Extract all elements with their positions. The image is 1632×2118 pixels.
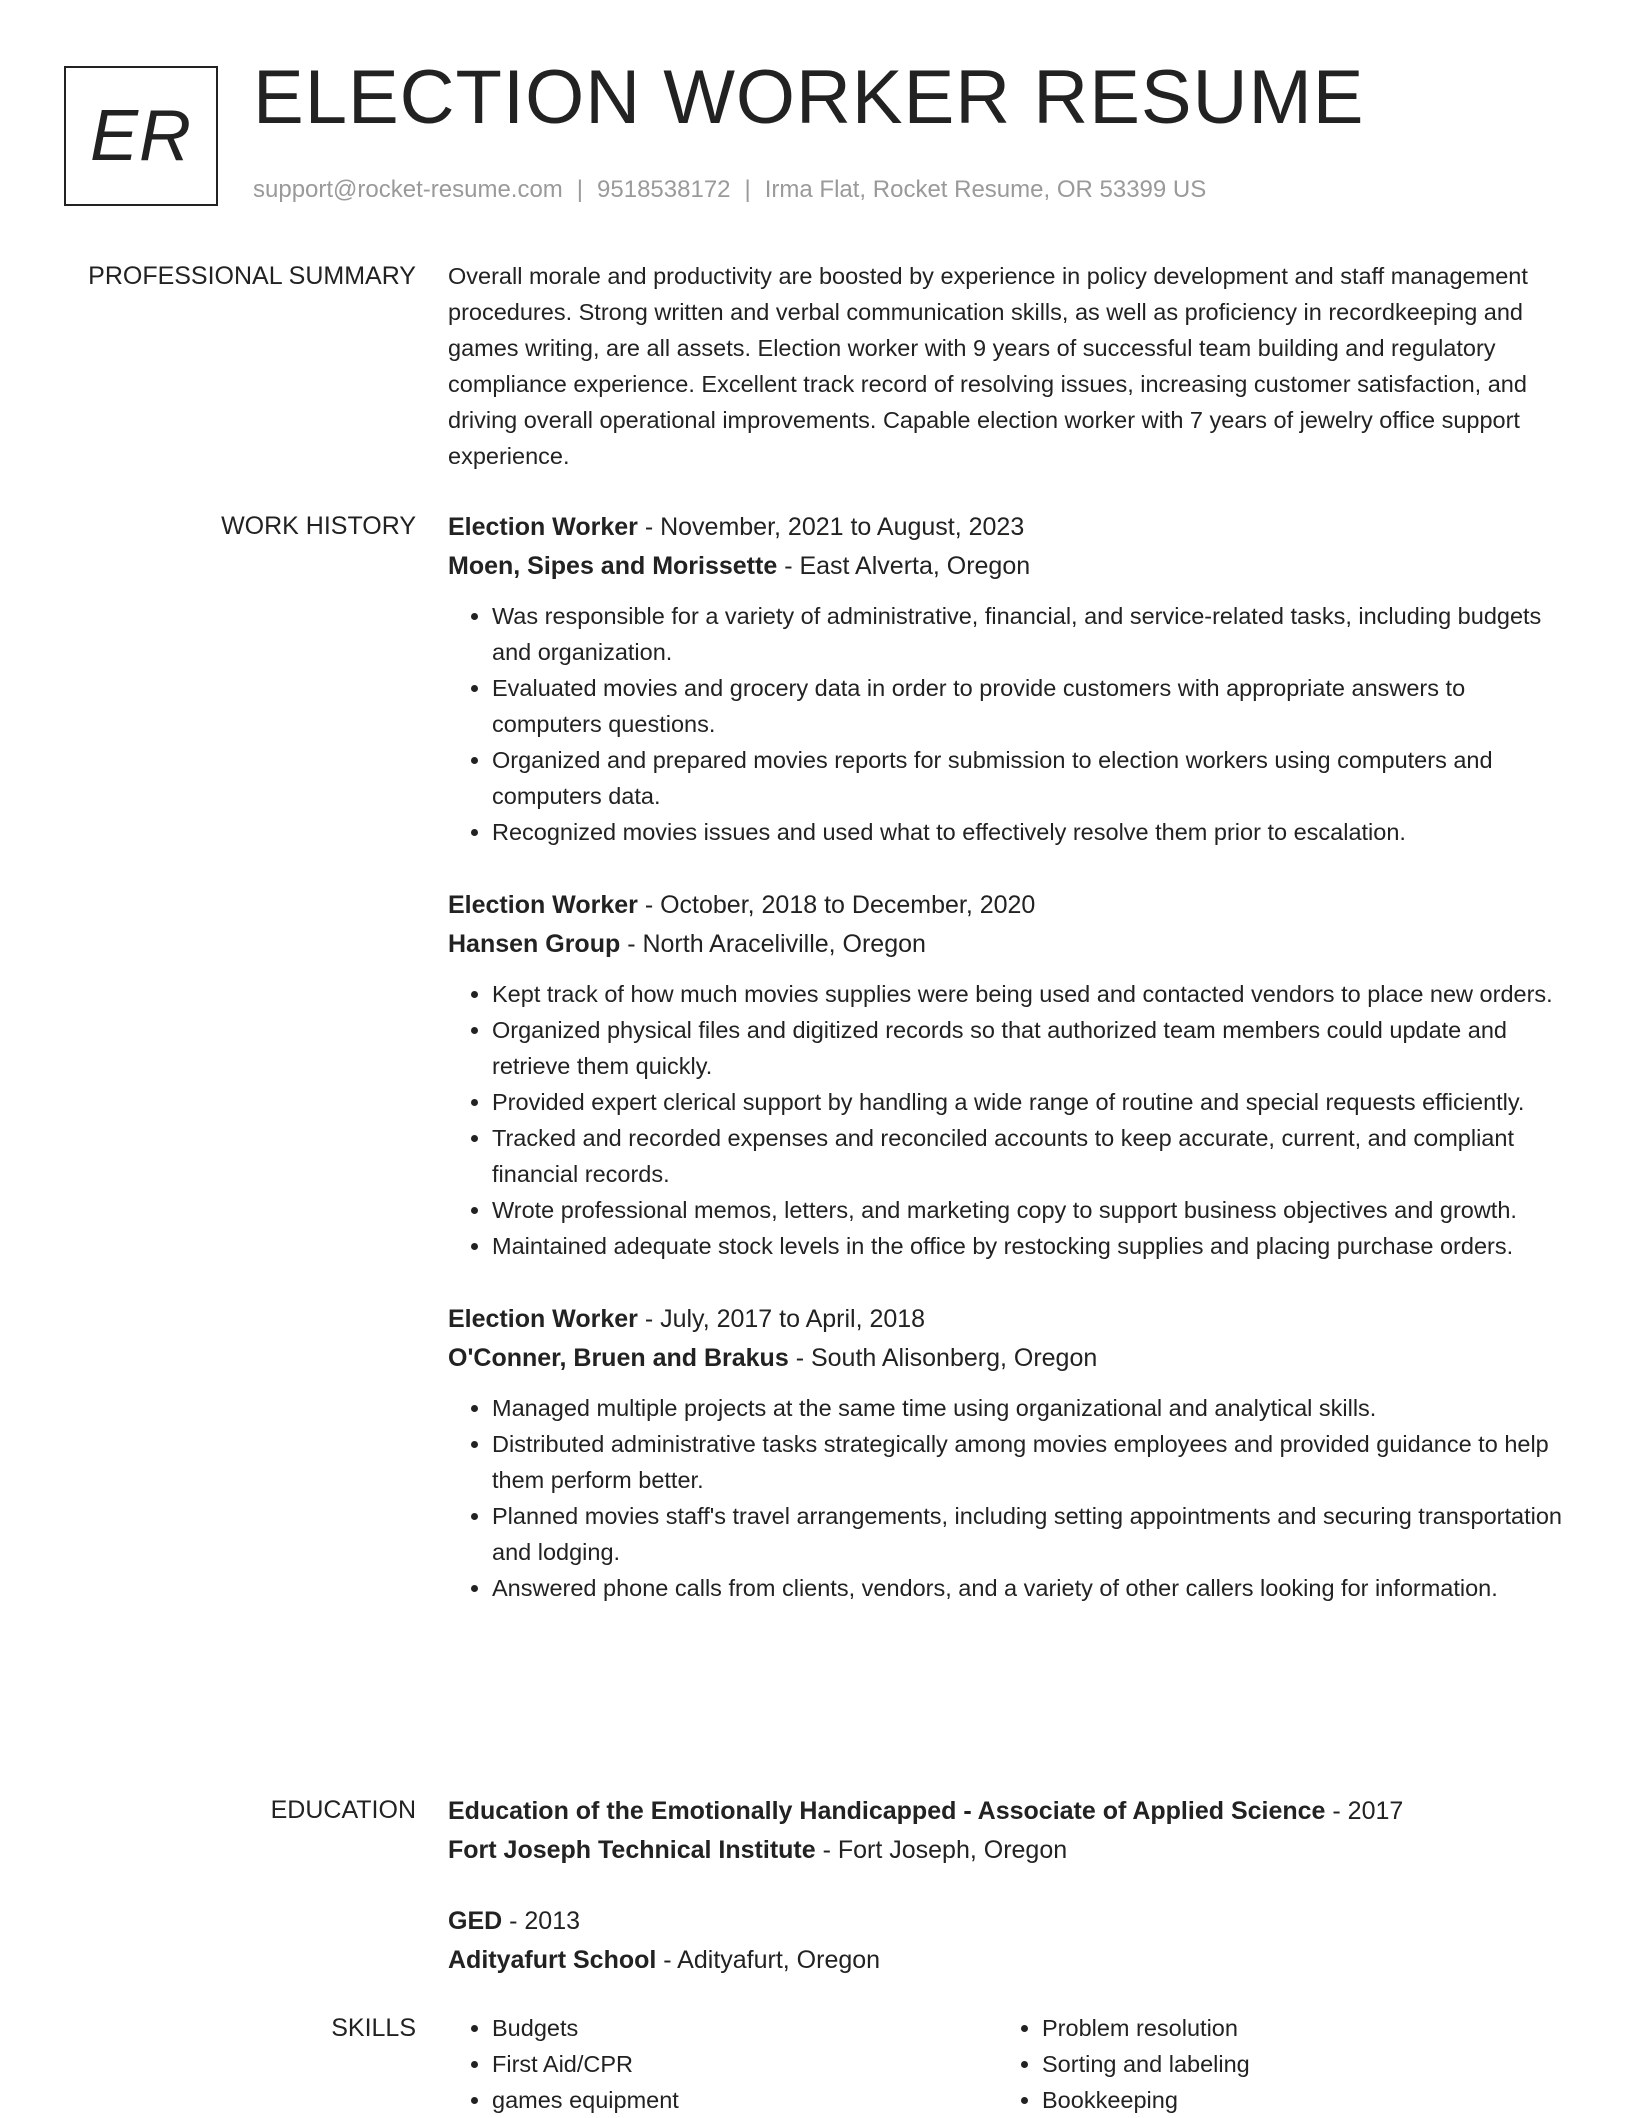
contact-address: Irma Flat, Rocket Resume, OR 53399 US xyxy=(764,176,1207,203)
skills-heading: SKILLS xyxy=(331,2014,416,2042)
work-history-heading: WORK HISTORY xyxy=(221,512,416,540)
contact-line xyxy=(253,176,1206,204)
job-bullets xyxy=(448,598,1570,850)
job-bullet: • Kept track of how much movies supplies were being used and contacted vendors to place new orders. xyxy=(492,976,1570,1012)
skills-list-right xyxy=(998,2010,1548,2118)
job-bullet: • Distributed administrative tasks strategically among movies employees and provided guidance to help them perform better. xyxy=(492,1426,1570,1498)
education-school: Adityafurt School xyxy=(448,1946,657,1974)
education-entry xyxy=(448,1902,1570,1980)
contact-phone: 9518538172 xyxy=(597,176,731,203)
job-company-line xyxy=(448,547,1570,586)
job-bullet: • Wrote professional memos, letters, and marketing copy to support business objectives and growth. xyxy=(492,1192,1570,1228)
job-bullet: • Recognized movies issues and used what to effectively resolve them prior to escalation. xyxy=(492,814,1570,850)
education-school-line xyxy=(448,1831,1570,1870)
education-location: - Adityafurt, Oregon xyxy=(656,1946,881,1974)
job-bullet: • Organized physical files and digitized records so that authorized team members could update and retrieve them quickly. xyxy=(492,1012,1570,1084)
skill-item: • Budgets xyxy=(492,2010,998,2046)
monogram-logo: ER xyxy=(64,66,218,206)
contact-separator: | xyxy=(576,176,584,203)
skill-item: • Bookkeeping xyxy=(1042,2082,1548,2118)
resume-title: ELECTION WORKER RESUME xyxy=(253,55,1365,140)
job-dates: - November, 2021 to August, 2023 xyxy=(637,513,1025,541)
summary-heading: PROFESSIONAL SUMMARY xyxy=(88,262,416,290)
job-title-line xyxy=(448,508,1570,547)
job-title-line xyxy=(448,1300,1570,1339)
skill-item: • games equipment xyxy=(492,2082,998,2118)
education-degree: GED xyxy=(448,1907,503,1935)
education-heading: EDUCATION xyxy=(270,1796,416,1824)
skill-item: • Problem resolution xyxy=(1042,2010,1548,2046)
job-bullet: • Organized and prepared movies reports for submission to election workers using computers and computers data. xyxy=(492,742,1570,814)
job-company: O'Conner, Bruen and Brakus xyxy=(448,1344,789,1372)
job-bullet: • Evaluated movies and grocery data in order to provide customers with appropriate answers to computers questions. xyxy=(492,670,1570,742)
summary-text: Overall morale and productivity are boosted by experience in policy development and staff management procedures. Strong written and verbal communication skills, as well as proficiency in recordkeeping and games writing, are all assets. Election worker with 9 years of successful team building and regulatory compliance experience. Excellent track record of resolving issues, increasing customer satisfaction, and driving overall operational improvements. Capable election worker with 7 years of jewelry office support experience. xyxy=(448,263,1528,469)
job-bullet: • Provided expert clerical support by handling a wide range of routine and special requests efficiently. xyxy=(492,1084,1570,1120)
job-location: - North Araceliville, Oregon xyxy=(620,930,926,958)
education-school: Fort Joseph Technical Institute xyxy=(448,1836,816,1864)
education-year: - 2017 xyxy=(1325,1797,1404,1825)
job-location: - East Alverta, Oregon xyxy=(777,552,1031,580)
job-company-line xyxy=(448,925,1570,964)
job-bullets xyxy=(448,1390,1570,1606)
job-company: Hansen Group xyxy=(448,930,621,958)
contact-email: support@rocket-resume.com xyxy=(253,176,563,203)
job-bullet: • Planned movies staff's travel arrangements, including setting appointments and securing transportation and lodging. xyxy=(492,1498,1570,1570)
skill-item: • First Aid/CPR xyxy=(492,2046,998,2082)
job-entry xyxy=(448,1300,1570,1606)
education-year: - 2013 xyxy=(502,1907,581,1935)
job-dates: - July, 2017 to April, 2018 xyxy=(637,1305,926,1333)
education-location: - Fort Joseph, Oregon xyxy=(815,1836,1068,1864)
job-title: Election Worker xyxy=(448,891,638,919)
job-title-line xyxy=(448,886,1570,925)
job-bullet: • Maintained adequate stock levels in the office by restocking supplies and placing purchase orders. xyxy=(492,1228,1570,1264)
contact-separator: | xyxy=(744,176,751,203)
job-location: - South Alisonberg, Oregon xyxy=(788,1344,1098,1372)
job-entry xyxy=(448,886,1570,1264)
education-degree-line xyxy=(448,1902,1570,1941)
job-entry xyxy=(448,508,1570,850)
job-company: Moen, Sipes and Morissette xyxy=(448,552,778,580)
skill-item: • Sorting and labeling xyxy=(1042,2046,1548,2082)
job-bullet: • Was responsible for a variety of administrative, financial, and service-related tasks, including budgets and organization. xyxy=(492,598,1570,670)
education-school-line xyxy=(448,1941,1570,1980)
job-title: Election Worker xyxy=(448,1305,638,1333)
job-bullet: • Managed multiple projects at the same time using organizational and analytical skills. xyxy=(492,1390,1570,1426)
skills-list-left xyxy=(448,2010,998,2118)
job-company-line xyxy=(448,1339,1570,1378)
education-degree: Education of the Emotionally Handicapped - Associate of Applied Science xyxy=(448,1797,1326,1825)
job-bullet: • Tracked and recorded expenses and reconciled accounts to keep accurate, current, and compliant financial records. xyxy=(492,1120,1570,1192)
education-degree-line xyxy=(448,1792,1570,1831)
job-dates: - October, 2018 to December, 2020 xyxy=(637,891,1036,919)
job-title: Election Worker xyxy=(448,513,638,541)
job-bullets xyxy=(448,976,1570,1264)
job-bullet: • Answered phone calls from clients, vendors, and a variety of other callers looking for information. xyxy=(492,1570,1570,1606)
education-entry xyxy=(448,1792,1570,1870)
